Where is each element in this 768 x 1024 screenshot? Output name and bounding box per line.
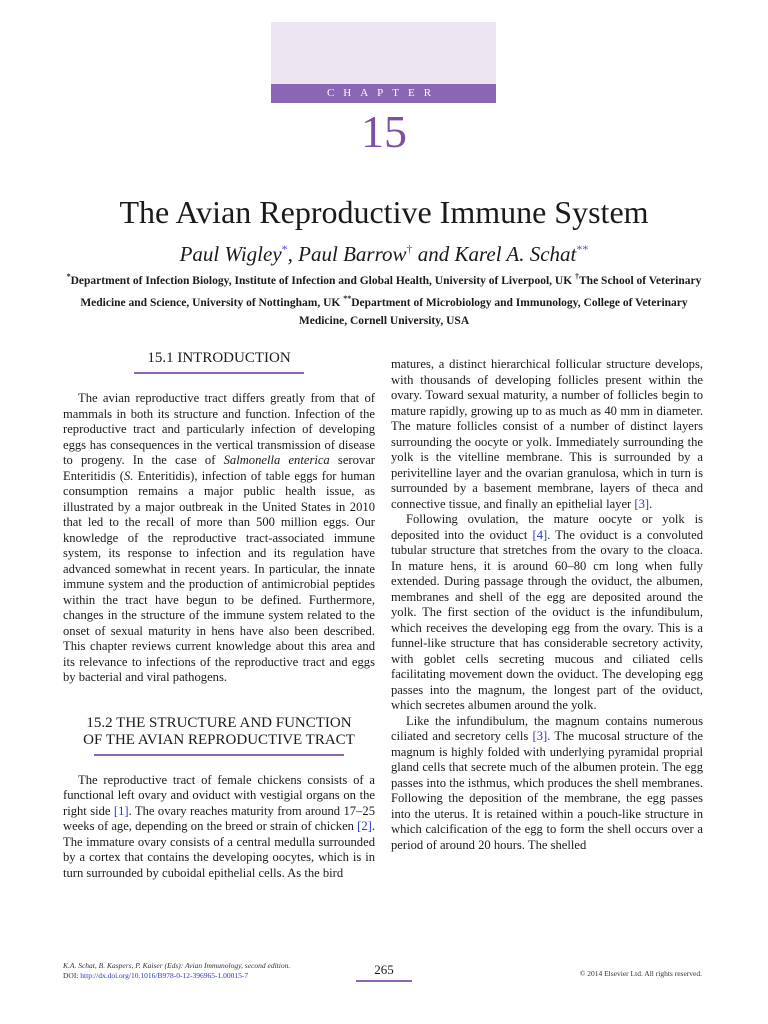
author-name: Karel A. Schat xyxy=(454,242,577,266)
text-run: The reproductive tract of female chickens consists of a functional left ovary and oviduct with vestigial organs on the right side xyxy=(63,772,375,818)
citation-link[interactable]: [1] xyxy=(113,803,129,818)
heading-text: 15.2 THE STRUCTURE AND FUNCTION xyxy=(86,714,352,731)
citation-link[interactable]: [3] xyxy=(532,729,548,743)
copyright: © 2014 Elsevier Ltd. All rights reserved. xyxy=(579,969,702,978)
text-run: . The ovary reaches maturity from around 17–25 weeks of age, depending on the breed or strain of chicken xyxy=(63,803,375,833)
paragraph xyxy=(391,357,703,512)
book-citation: K.A. Schat, B. Kaspers, P. Kaiser (Eds): Avian Immunology, second edition. xyxy=(63,961,291,970)
page-number: 265 xyxy=(374,962,394,977)
author-separator: , xyxy=(287,242,299,266)
heading-text: OF THE AVIAN REPRODUCTIVE TRACT xyxy=(83,731,355,748)
text-run: . xyxy=(649,496,653,511)
citation-link[interactable]: [2] xyxy=(357,819,372,833)
text-run: . The oviduct is a convoluted tubular structure that stretches from the ovary to the cloaca. In mature hens, it is around 60–80 cm long when fully extended. During passage through the oviduct, the albumen, membranes and shell of the egg are deposited around the yolk. The first section of the oviduct is the infundibulum, which receives the developing egg from the ovary. This is a funnel-like structure that has considerable secretory activity, with goblet cells secreting mucous and ciliated cells facilitating movement down the oviduct. The developing egg passes into the magnum, the longest part of the oviduct, which secretes albumen around the yolk. xyxy=(391,527,703,712)
text-run: The avian reproductive tract differs greatly from that of mammals in both its structure and function. Infection of the reproductive tract and particularly infection of developing eggs has consequences in the vertical transmission of disease to progeny. In the case of xyxy=(63,391,375,467)
left-column xyxy=(63,350,375,881)
paragraph xyxy=(391,714,703,854)
affiliations xyxy=(60,268,708,330)
author-footnote-mark[interactable]: † xyxy=(406,242,413,256)
affiliation-mark: * xyxy=(66,272,71,281)
affiliation-text: The School of Veterinary Medicine and Science, University of Nottingham, UK xyxy=(80,274,702,309)
right-column xyxy=(391,357,703,853)
author-line xyxy=(0,236,768,267)
chapter-title: The Avian Reproductive Immune System xyxy=(119,194,649,230)
citation-link[interactable]: [3] xyxy=(634,496,650,511)
doi-link[interactable]: http://dx.doi.org/10.1016/B978-0-12-396965-1.00015-7 xyxy=(80,971,249,980)
text-run: Like the infundibulum, the magnum contains numerous ciliated and secretory cells xyxy=(391,713,703,743)
chapter-label: CHAPTER xyxy=(271,84,496,103)
author-footnote-mark[interactable]: ** xyxy=(576,242,589,256)
affiliation-text: Department of Infection Biology, Institute of Infection and Global Health, University of Liverpool, UK xyxy=(70,274,576,287)
paragraph xyxy=(63,391,375,686)
author-footnote-mark[interactable]: * xyxy=(281,242,288,256)
citation-link[interactable]: [4] xyxy=(532,527,548,542)
author-separator: and xyxy=(412,242,455,266)
affiliation-text: Department of Microbiology and Immunology, College of Veterinary Medicine, Cornell University, USA xyxy=(298,296,688,327)
author-name: Paul Wigley xyxy=(179,242,282,266)
doi-label: DOI: xyxy=(63,971,81,980)
paragraph xyxy=(391,512,703,714)
heading-text: 15.1 INTRODUCTION xyxy=(147,350,291,366)
text-run: . The immature ovary consists of a central medulla surrounded by a cortex that contains the developing oocytes, which is in turn surrounded by cuboidal epithelial cells. As the bird xyxy=(63,819,375,880)
text-run: Enteritidis), infection of table eggs for human consumption remains a major public health issue, as illustrated by a major outbreak in the United States in 2010 that led to the recall of more than 500 million eggs. Our knowledge of the reproductive tract-associated immune system, its response to infection and its regulation have advanced somewhat in recent years. In particular, the innate immune system and the production of antimicrobial peptides within the tract have begun to be defined. Furthermore, changes in the structure of the immune system related to the onset of sexual maturity in hens have also been described. This chapter reviews current knowledge about this area and its relevance to infections of the reproductive tract and eggs by bacterial and viral pathogens. xyxy=(63,468,375,684)
section-heading-introduction xyxy=(63,350,375,374)
text-run: matures, a distinct hierarchical follicular structure develops, with thousands of developing follicles present within the ovary. Toward sexual maturity, a number of follicles begin to mature rapidly, growing up to as much as 40 mm in diameter. The mature follicles consist of a number of distinct layers surrounding the oocyte or yolk. Immediately surrounding the yolk is the vitelline membrane. This is surrounded by a perivitelline layer and the ovarian granulosa, which in turn is surrounded by a basement membrane, layers of theca and connective tissue, and finally an epithelial layer xyxy=(391,357,703,511)
text-run: Following ovulation, the mature oocyte or yolk is deposited into the oviduct xyxy=(391,512,703,542)
chapter-banner xyxy=(271,22,496,103)
affiliation-mark: † xyxy=(575,272,580,281)
section-heading-structure xyxy=(63,715,375,756)
author-name: Paul Barrow xyxy=(298,242,407,266)
text-run: serovar Enteritidis ( xyxy=(63,453,375,483)
page-number-rule xyxy=(356,980,412,982)
chapter-number: 15 xyxy=(361,106,407,157)
italic-text: Salmonella enterica xyxy=(223,453,330,467)
paragraph xyxy=(63,773,375,882)
affiliation-mark: ** xyxy=(343,293,352,303)
text-run: . The mucosal structure of the magnum is highly folded with underlying pyramidal proprial gland cells that secrete much of the albumen protein. The egg passes into the isthmus, which produces the shell membranes. Following the deposition of the membrane, the egg passes into the uterus. It is retained within a pouch-like structure in which calcification of the egg to form the shell occurs over a period of around 20 hours. The shelled xyxy=(391,729,703,852)
italic-text: S. xyxy=(123,468,134,483)
